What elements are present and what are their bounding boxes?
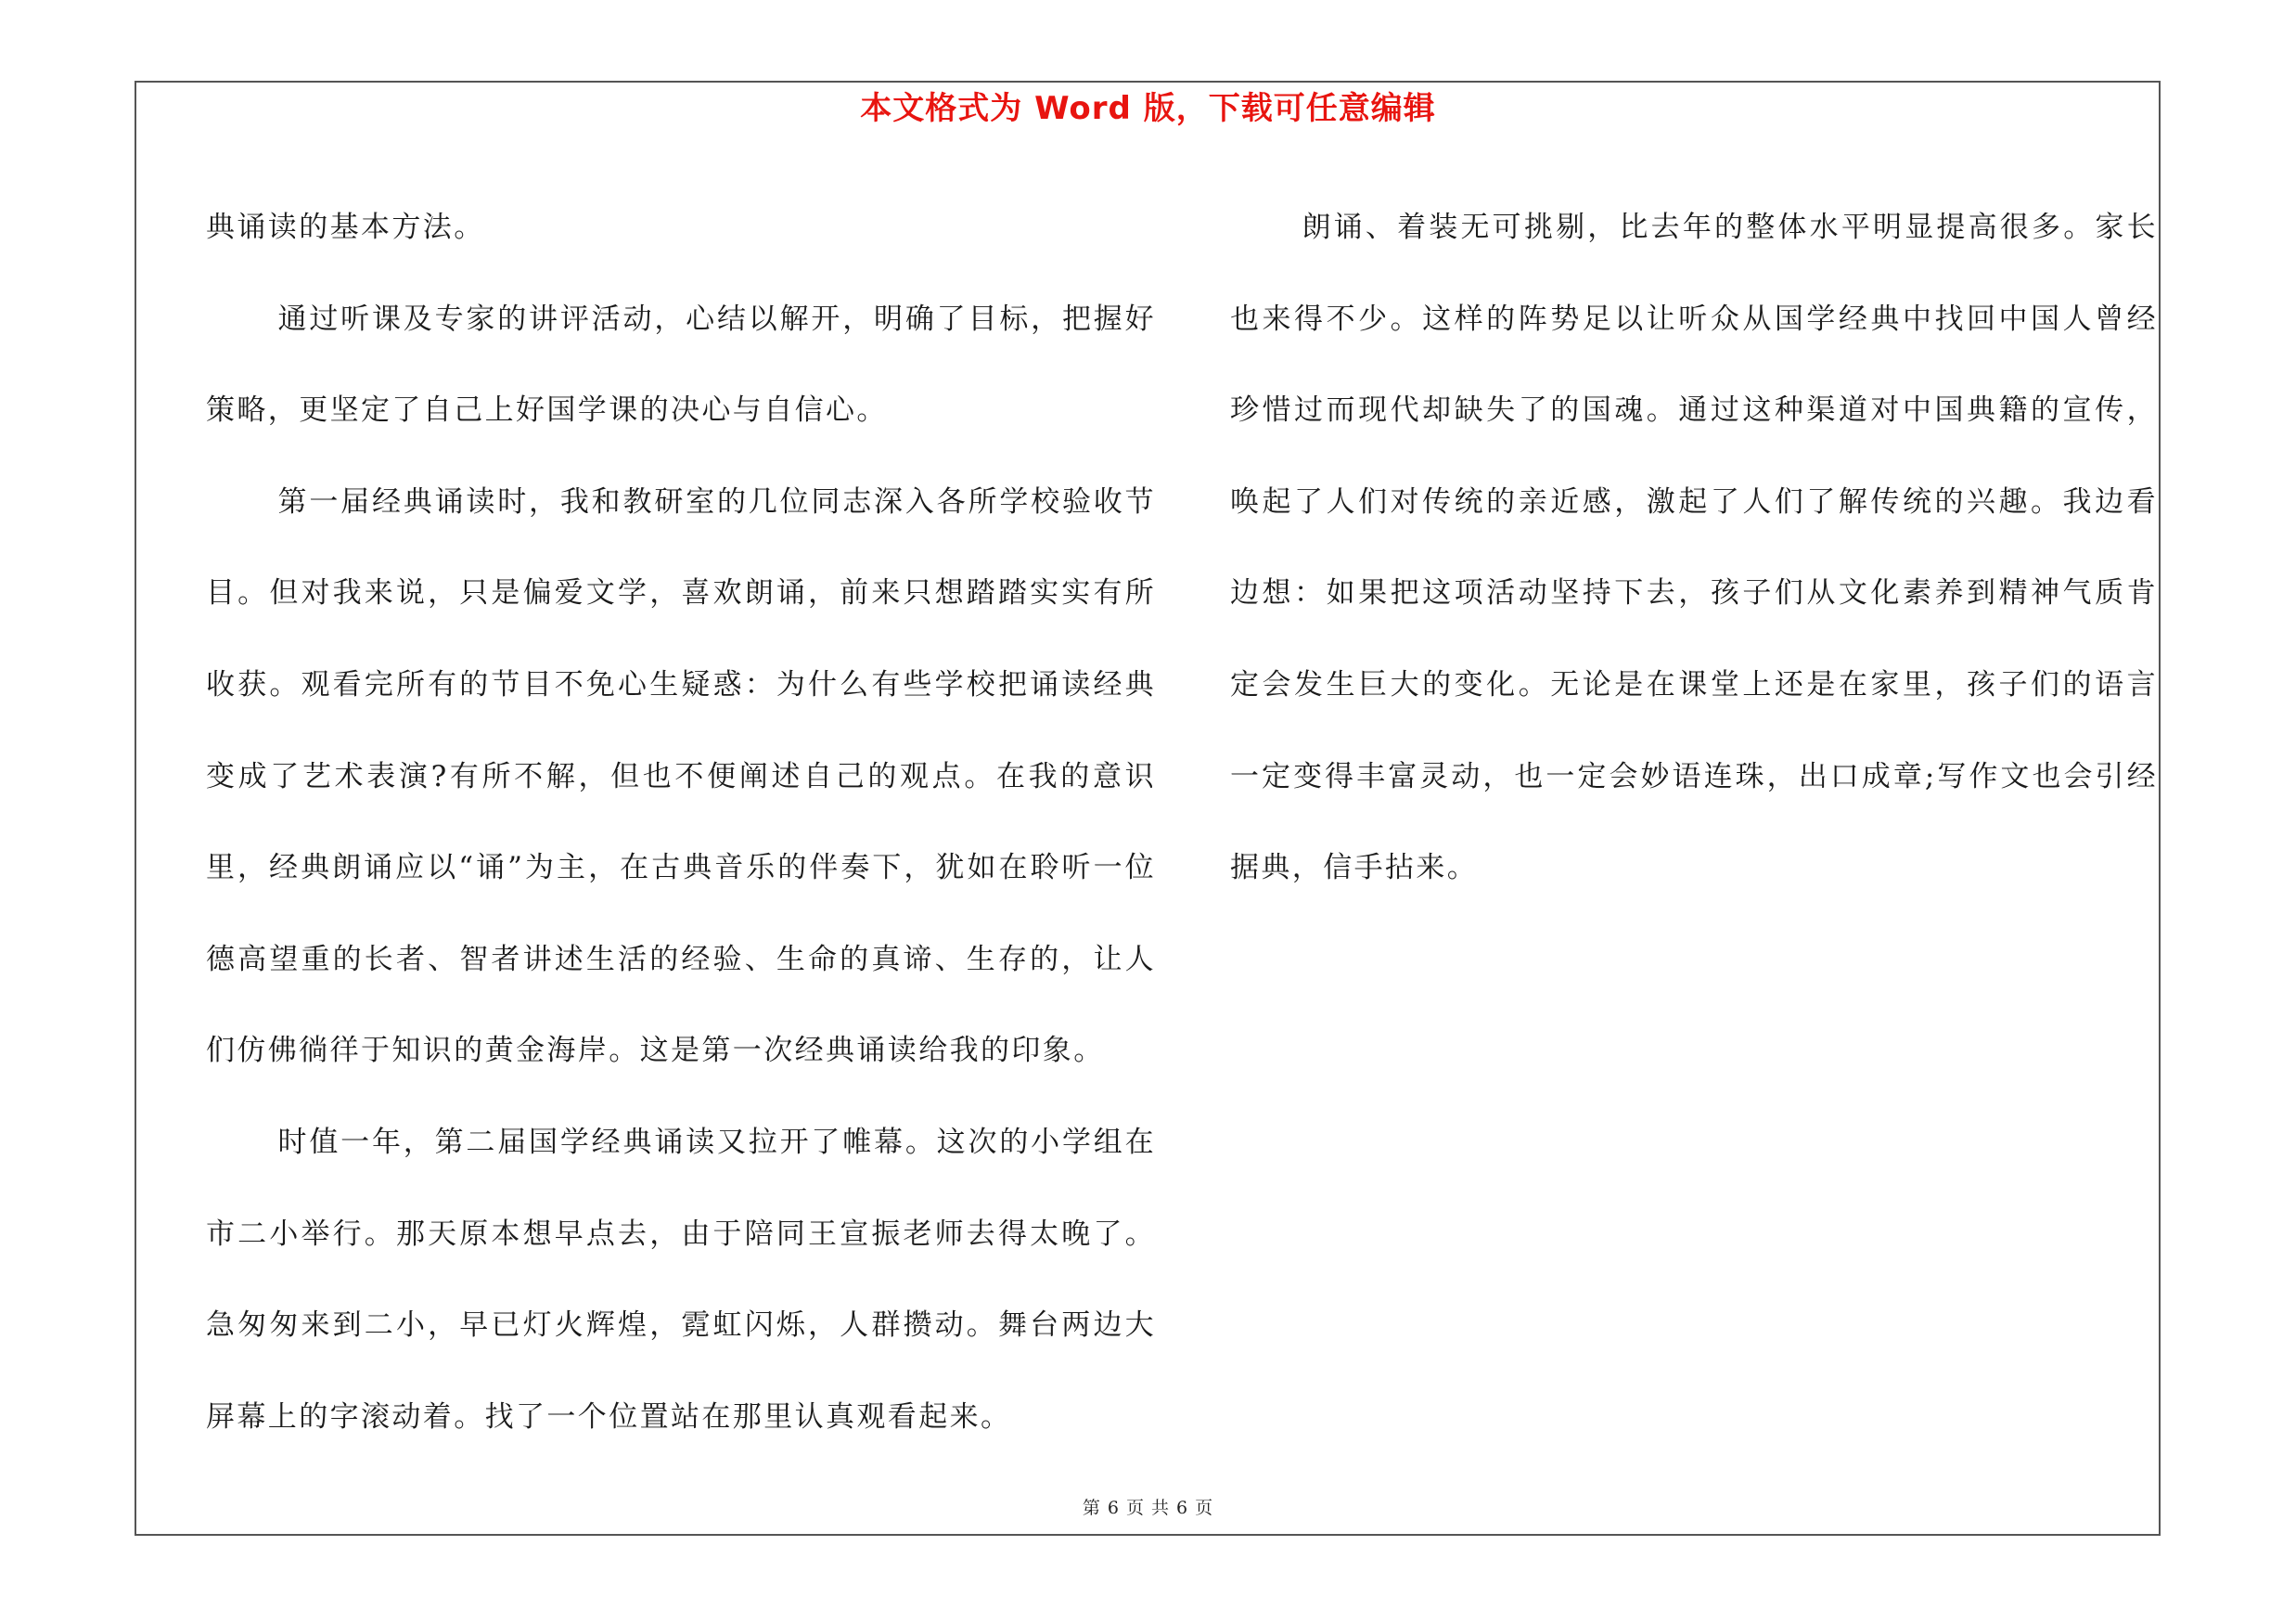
paragraph: 时值一年，第二届国学经典诵读又拉开了帷幕。这次的小学组在市二小举行。那天原本想早点去，由于陪同王宣振老师去得太晚了。急匆匆来到二小，早已灯火辉煌，霓虹闪烁，人群攒动。舞台两边大屏幕上的字滚动着。找了一个位置站在那里认真观看起来。 xyxy=(206,1125,1156,1434)
paragraph: 朗诵、着装无可挑剔，比去年的整体水平明显提高很多。家长也来得不少。这样的阵势足以让听众从国学经典中找回中国人曾经珍惜过而现代却缺失了的国魂。通过这种渠道对中国典籍的宣传，唤起了人们对传统的亲近感，激起了人们了解传统的兴趣。我边看边想：如果把这项活动坚持下去，孩子们从文化素养到精神气质肯定会发生巨大的变化。无论是在课堂上还是在家里，孩子们的语言一定变得丰富灵动，也一定会妙语连珠，出口成章;写作文也会引经据典，信手拈来。 xyxy=(1230,211,2158,885)
left-text-column xyxy=(206,182,1156,1462)
word-format-banner: 本文格式为 Word 版，下载可任意编辑 xyxy=(860,90,1436,127)
paragraph: 第一届经典诵读时，我和教研室的几位同志深入各所学校验收节目。但对我来说，只是偏爱文学，喜欢朗诵，前来只想踏踏实实有所收获。观看完所有的节目不免心生疑惑：为什么有些学校把诵读经典变成了艺术表演?有所不解，但也不便阐述自己的观点。在我的意识里，经典朗诵应以“诵”为主，在古典音乐的伴奏下，犹如在聆听一位德高望重的长者、智者讲述生活的经验、生命的真谛、生存的，让人们仿佛徜徉于知识的黄金海岸。这是第一次经典诵读给我的印象。 xyxy=(206,484,1156,1068)
page-number-footer: 第 6 页 共 6 页 xyxy=(1082,1498,1214,1518)
paragraph-continuation: 典诵读的基本方法。 xyxy=(206,211,485,244)
right-text-column xyxy=(1230,182,2158,914)
paragraph: 通过听课及专家的讲评活动，心结以解开，明确了目标，把握好策略，更坚定了自己上好国学课的决心与自信心。 xyxy=(206,302,1156,428)
